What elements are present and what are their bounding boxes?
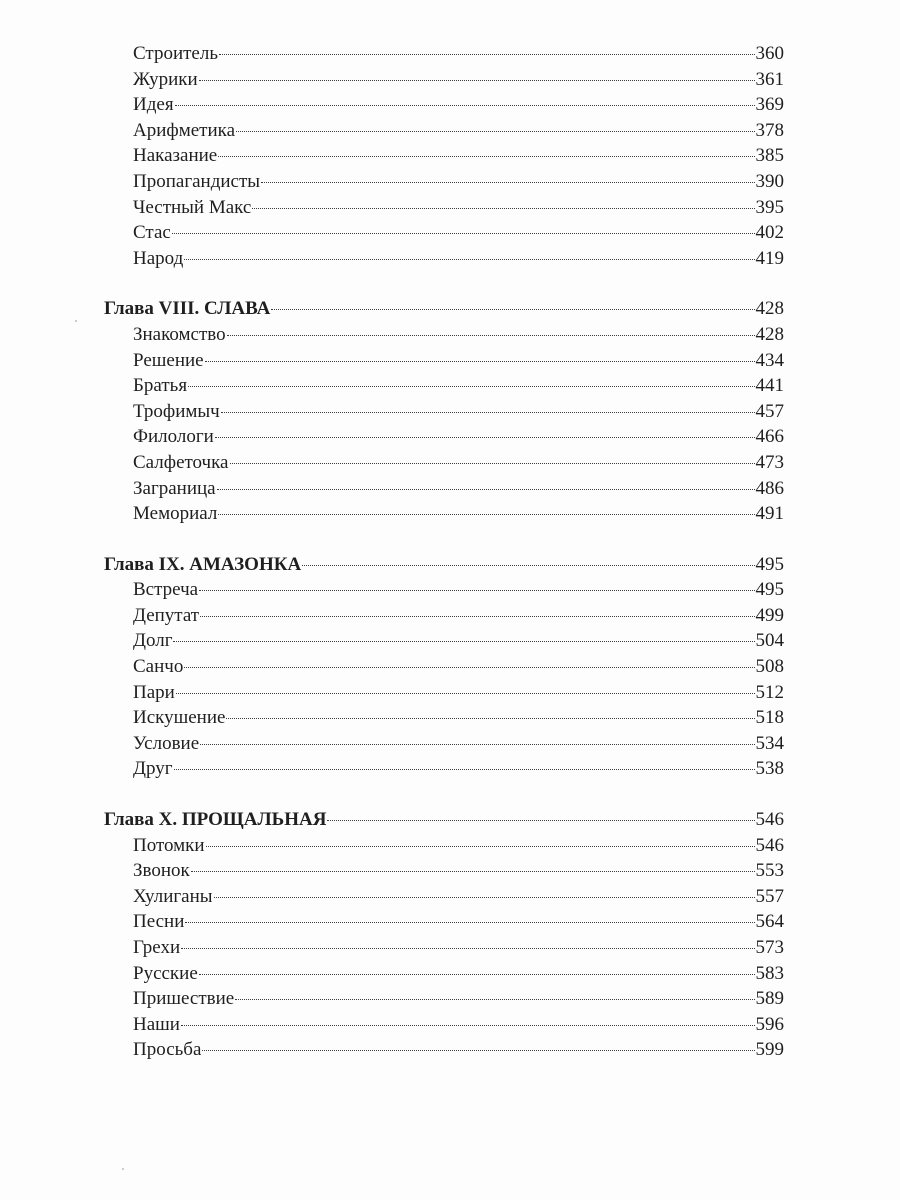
toc-entry [104,1012,784,1038]
toc-entry [104,858,784,884]
entry-title: Идея [133,94,174,116]
page-number: 504 [755,630,784,652]
chapter-title: Глава VIII. СЛАВА [104,298,271,320]
dot-leader [202,1050,754,1051]
dot-leader [199,80,755,81]
dot-leader [218,156,754,157]
toc-entry [104,986,784,1012]
entry-title: Мемориал [133,503,218,525]
dot-leader [175,105,755,106]
toc-entry [104,961,784,987]
toc-section [104,296,784,526]
toc-entry [104,935,784,961]
toc-entry [104,680,784,706]
paper-speck [122,1168,124,1170]
toc-entry [104,909,784,935]
entry-title: Звонок [133,860,190,882]
dot-leader [188,386,754,387]
dot-leader [252,208,754,209]
chapter-title: Глава X. ПРОЩАЛЬНАЯ [104,809,327,831]
dot-leader [181,1025,755,1026]
dot-leader [174,769,755,770]
dot-leader [261,182,754,183]
entry-title: Условие [133,732,200,754]
entry-title: Друг [133,758,173,780]
page-number: 508 [755,656,784,678]
page-number: 491 [755,503,784,525]
page-number: 473 [755,451,784,473]
toc-section [104,552,784,782]
toc-chapter-entry [104,807,784,833]
page-number: 466 [755,426,784,448]
page-number: 564 [755,911,784,933]
toc-entry [104,424,784,450]
toc-entry [104,450,784,476]
toc-entry [104,654,784,680]
toc-entry [104,476,784,502]
toc-entry [104,705,784,731]
page-number: 499 [755,604,784,626]
toc-entry [104,577,784,603]
entry-title: Журики [133,68,198,90]
toc-entry [104,628,784,654]
page-number: 546 [755,809,784,831]
page-number: 518 [755,707,784,729]
toc-entry [104,195,784,221]
page-number: 546 [755,834,784,856]
toc-entry [104,118,784,144]
entry-title: Долг [133,630,173,652]
toc-entry [104,322,784,348]
dot-leader [214,897,755,898]
page-number: 538 [755,758,784,780]
page-number: 557 [755,885,784,907]
toc-entry [104,1037,784,1063]
page-number: 428 [755,298,784,320]
entry-title: Потомки [133,834,205,856]
entry-title: Наши [133,1013,180,1035]
page-number: 360 [755,43,784,64]
entry-title: Честный Макс [133,196,252,218]
toc-chapter-entry [104,296,784,322]
dot-leader [236,131,754,132]
page-number: 428 [755,323,784,345]
toc-entry [104,501,784,527]
page-number: 596 [755,1013,784,1035]
dot-leader [271,309,754,310]
entry-title: Искушение [133,707,226,729]
entry-title: Пришествие [133,988,235,1010]
page-number: 395 [755,196,784,218]
toc-section [104,807,784,1063]
entry-title: Народ [133,247,184,269]
entry-title: Братья [133,375,188,397]
dot-leader [184,667,754,668]
page-number: 361 [755,68,784,90]
toc-section [104,41,784,271]
entry-title: Хулиганы [133,885,213,907]
dot-leader [217,489,755,490]
entry-title: Депутат [133,604,200,626]
toc-entry [104,169,784,195]
dot-leader [230,463,755,464]
toc-entry [104,143,784,169]
entry-title: Салфеточка [133,451,229,473]
page-number: 553 [755,860,784,882]
page-number: 495 [755,553,784,575]
entry-title: Заграница [133,477,216,499]
entry-title: Санчо [133,656,184,678]
page-number: 495 [755,579,784,601]
dot-leader [302,565,754,566]
dot-leader [191,871,755,872]
page-number: 599 [755,1039,784,1061]
dot-leader [172,233,755,234]
entry-title: Филологи [133,426,214,448]
page-number: 369 [755,94,784,116]
toc-entry [104,246,784,272]
dot-leader [200,616,754,617]
entry-title: Песни [133,911,185,933]
entry-title: Знакомство [133,323,226,345]
page-number: 390 [755,170,784,192]
page-number: 434 [755,349,784,371]
dot-leader [219,54,754,55]
toc-entry [104,884,784,910]
page-number: 441 [755,375,784,397]
dot-leader [205,361,755,362]
page-number: 534 [755,732,784,754]
entry-title: Пропагандисты [133,170,261,192]
dot-leader [235,999,754,1000]
page-number: 378 [755,119,784,141]
dot-leader [173,641,754,642]
page-number: 583 [755,962,784,984]
entry-title: Арифметика [133,119,236,141]
dot-leader [176,693,755,694]
entry-title: Трофимыч [133,400,220,422]
page-number: 419 [755,247,784,269]
toc-entry [104,756,784,782]
dot-leader [215,437,755,438]
page-number: 589 [755,988,784,1010]
toc-entry [104,833,784,859]
dot-leader [227,335,755,336]
toc-entry [104,603,784,629]
entry-title: Просьба [133,1039,202,1061]
entry-title: Наказание [133,145,218,167]
toc-entry [104,348,784,374]
page-number: 512 [755,681,784,703]
entry-title: Встреча [133,579,199,601]
page-number: 402 [755,222,784,244]
toc-entry [104,41,784,67]
dot-leader [221,412,755,413]
page-number: 385 [755,145,784,167]
dot-leader [199,590,754,591]
dot-leader [181,948,754,949]
entry-title: Пари [133,681,175,703]
entry-title: Русские [133,962,198,984]
entry-title: Стас [133,222,171,244]
paper-speck [75,320,77,322]
dot-leader [200,744,754,745]
toc-entry [104,92,784,118]
entry-title: Строитель [133,43,219,64]
dot-leader [218,514,754,515]
toc-chapter-entry [104,552,784,578]
toc-entry [104,731,784,757]
dot-leader [185,922,754,923]
toc-entry [104,220,784,246]
table-of-contents [104,41,784,1063]
dot-leader [184,259,754,260]
toc-entry [104,67,784,93]
dot-leader [226,718,754,719]
page-number: 573 [755,937,784,958]
entry-title: Решение [133,349,204,371]
toc-entry [104,399,784,425]
chapter-title: Глава IX. АМАЗОНКА [104,553,302,575]
page-number: 486 [755,477,784,499]
dot-leader [206,846,755,847]
entry-title: Грехи [133,937,181,958]
toc-entry [104,373,784,399]
page-number: 457 [755,400,784,422]
dot-leader [199,974,755,975]
dot-leader [327,820,754,821]
